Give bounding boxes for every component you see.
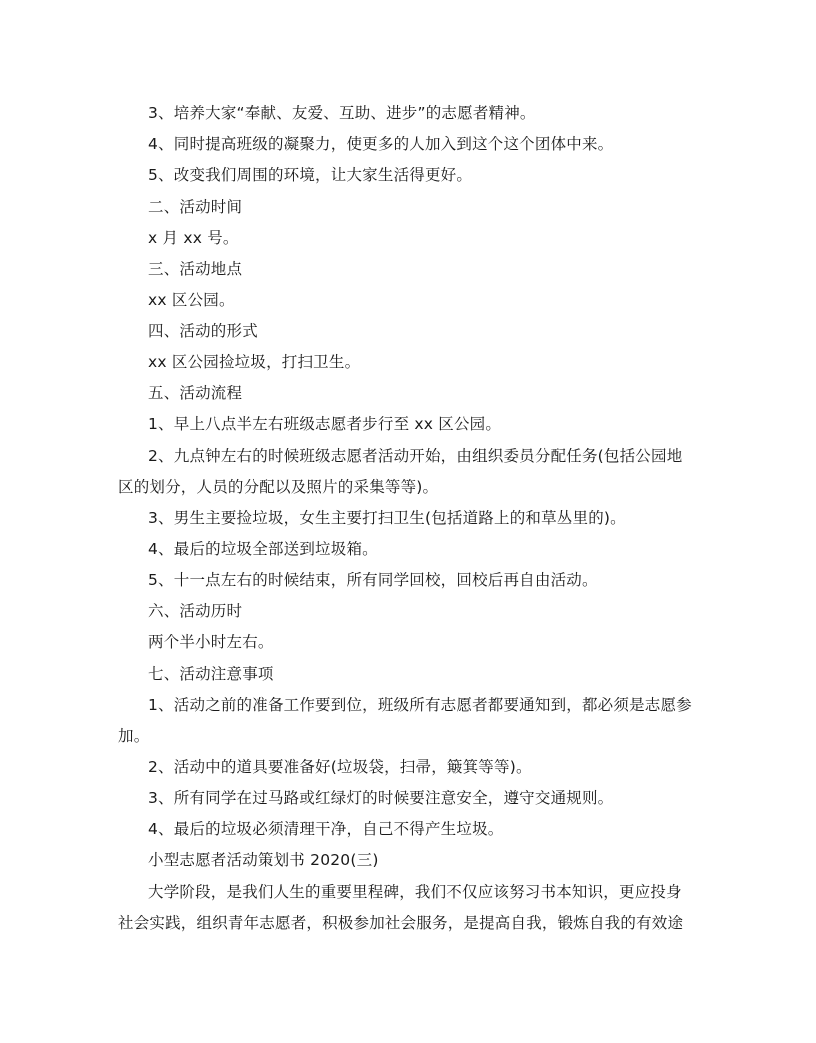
paragraph-line: 3、男生主要捡垃圾，女生主要打扫卫生(包括道路上的和草丛里的)。	[148, 509, 626, 527]
section-title: 小型志愿者活动策划书 2020(三)	[148, 851, 379, 869]
paragraph-line: 4、同时提高班级的凝聚力，使更多的人加入到这个这个团体中来。	[148, 135, 614, 153]
paragraph-line: 1、活动之前的准备工作要到位，班级所有志愿者都要通知到，都必须是志愿参	[148, 696, 692, 714]
paragraph-line: 1、早上八点半左右班级志愿者步行至 xx 区公园。	[148, 415, 502, 433]
section-heading: 二、活动时间	[148, 198, 243, 216]
paragraph-line: 2、九点钟左右的时候班级志愿者活动开始，由组织委员分配任务(包括公园地	[148, 447, 683, 465]
paragraph-line: 区的划分，人员的分配以及照片的采集等等)。	[118, 478, 439, 496]
section-heading: 四、活动的形式	[148, 322, 258, 340]
paragraph-line: 大学阶段，是我们人生的重要里程碑，我们不仅应该努习书本知识，更应投身	[148, 883, 682, 901]
paragraph-line: 4、最后的垃圾全部送到垃圾箱。	[148, 540, 378, 558]
section-heading: 六、活动历时	[148, 602, 243, 620]
paragraph-line: 3、所有同学在过马路或红绿灯的时候要注意安全，遵守交通规则。	[148, 789, 614, 807]
paragraph-line: 2、活动中的道具要准备好(垃圾袋，扫帚，簸箕等等)。	[148, 758, 532, 776]
paragraph-line: 5、改变我们周围的环境，让大家生活得更好。	[148, 166, 473, 184]
paragraph-line: 3、培养大家“奉献、友爱、互助、进步”的志愿者精神。	[148, 104, 536, 122]
section-heading: 七、活动注意事项	[148, 665, 274, 683]
paragraph-line: 5、十一点左右的时候结束，所有同学回校，回校后再自由活动。	[148, 571, 598, 589]
paragraph-line: x 月 xx 号。	[148, 229, 239, 247]
paragraph-line: xx 区公园捡垃圾，打扫卫生。	[148, 353, 361, 371]
paragraph-line: 社会实践，组织青年志愿者，积极参加社会服务，是提高自我，锻炼自我的有效途	[118, 914, 684, 932]
paragraph-line: xx 区公园。	[148, 291, 235, 309]
section-heading: 三、活动地点	[148, 260, 243, 278]
section-heading: 五、活动流程	[148, 384, 243, 402]
paragraph-line: 4、最后的垃圾必须清理干净，自己不得产生垃圾。	[148, 820, 504, 838]
paragraph-line: 加。	[118, 727, 150, 745]
paragraph-line: 两个半小时左右。	[148, 633, 274, 651]
